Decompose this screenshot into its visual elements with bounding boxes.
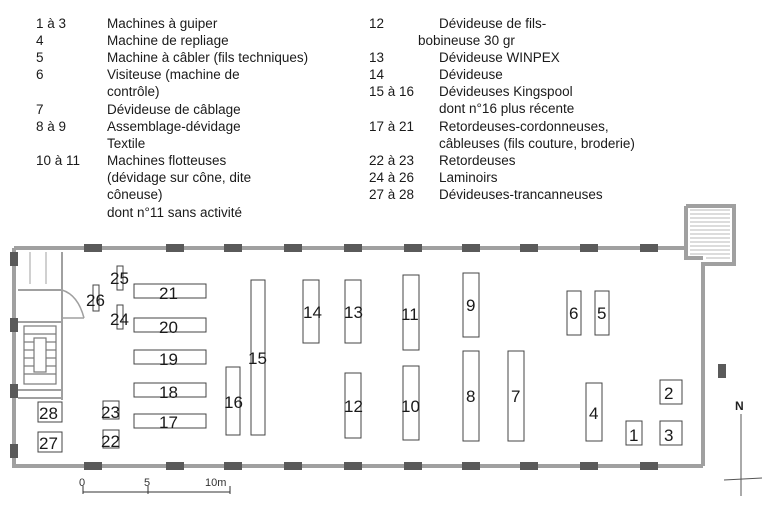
machine-label: 18	[159, 383, 178, 402]
machines	[38, 266, 682, 452]
scale-tick-label: 10m	[205, 477, 227, 489]
machine-label: 1	[629, 426, 639, 445]
legend-number: 6	[36, 67, 44, 82]
legend-number: 22 à 23	[369, 153, 415, 168]
legend-description-continued: contrôle)	[107, 84, 160, 99]
machine-label: 9	[466, 296, 476, 315]
legend-number: 8 à 9	[36, 119, 67, 134]
legend-description: Dévideuse	[439, 67, 503, 82]
machine-label: 7	[511, 387, 521, 406]
legend-number: 7	[36, 102, 44, 117]
legend-description-continued: dont n°11 sans activité	[107, 205, 242, 220]
machine-label: 16	[224, 393, 243, 412]
wall-hatching	[690, 210, 730, 258]
machine-label: 3	[664, 426, 674, 445]
machine-label: 2	[664, 384, 674, 403]
legend-description: Dévideuses-trancanneuses	[439, 187, 603, 202]
legend-description-continued: (dévidage sur cône, dite	[107, 170, 252, 185]
legend-number: 24 à 26	[369, 170, 415, 185]
legend-description-continued: câbleuses (fils couture, broderie)	[439, 136, 635, 151]
legend-number: 17 à 21	[369, 119, 415, 134]
legend-number: 15 à 16	[369, 84, 415, 99]
legend-number: 12	[369, 16, 385, 31]
machine-label: 21	[159, 284, 178, 303]
legend-description: Machines flotteuses	[107, 153, 227, 168]
legend-description: Machines à guiper	[107, 16, 218, 31]
legend-description-continued: Textile	[107, 136, 146, 151]
machine-label: 27	[39, 434, 58, 453]
legend-description: Laminoirs	[439, 170, 498, 185]
legend-description: Assemblage-dévidage	[107, 119, 241, 134]
machine-label: 12	[344, 397, 363, 416]
legend-description: Dévideuse de câblage	[107, 102, 241, 117]
machine-label: 26	[86, 291, 105, 310]
machine-label: 17	[159, 413, 178, 432]
machine-label: 10	[401, 397, 420, 416]
staircase	[24, 326, 56, 384]
legend-description: Machine de repliage	[107, 33, 229, 48]
legend-description-continued: bobineuse 30 gr	[418, 33, 515, 48]
machine-label: 15	[248, 349, 267, 368]
machine-label: 5	[597, 304, 607, 323]
legend-description: Dévideuse de fils-	[439, 16, 547, 31]
legend-description: Retordeuses-cordonneuses,	[439, 119, 609, 134]
machine-label: 23	[101, 403, 120, 422]
legend-number: 4	[36, 33, 44, 48]
legend-number: 14	[369, 67, 385, 82]
legend-description-continued: côneuse)	[107, 187, 163, 202]
legend-description-continued: dont n°16 plus récente	[439, 101, 575, 116]
legend-description: Dévideuse WINPEX	[439, 50, 560, 65]
legend-description: Retordeuses	[439, 153, 516, 168]
machine-label: 20	[159, 318, 178, 337]
legend-number: 1 à 3	[36, 16, 67, 31]
legend-number: 10 à 11	[36, 153, 81, 168]
legend-description: Visiteuse (machine de	[107, 67, 240, 82]
machine-label: 19	[159, 350, 178, 369]
legend-description: Dévideuses Kingspool	[439, 84, 573, 99]
wall-outline	[686, 206, 734, 466]
machine-label: 6	[569, 304, 579, 323]
legend-number: 5	[36, 50, 44, 65]
machine-label: 28	[39, 404, 58, 423]
machine-label: 13	[344, 303, 363, 322]
machine-label: 22	[101, 432, 120, 451]
legend-number: 27 à 28	[369, 187, 415, 202]
north-arrow-icon	[724, 414, 762, 496]
machine-label: 11	[401, 305, 419, 324]
scale-tick-label: 0	[79, 477, 86, 489]
machine-label: 24	[110, 310, 129, 329]
scale-tick-label: 5	[144, 477, 151, 489]
machine-label: 4	[589, 404, 599, 423]
machine-label: 8	[466, 387, 476, 406]
machine-label: 14	[303, 303, 322, 322]
legend-description: Machine à câbler (fils techniques)	[107, 50, 309, 65]
north-label: N	[735, 399, 744, 413]
legend-number: 13	[369, 50, 385, 65]
machine-label: 25	[110, 269, 129, 288]
